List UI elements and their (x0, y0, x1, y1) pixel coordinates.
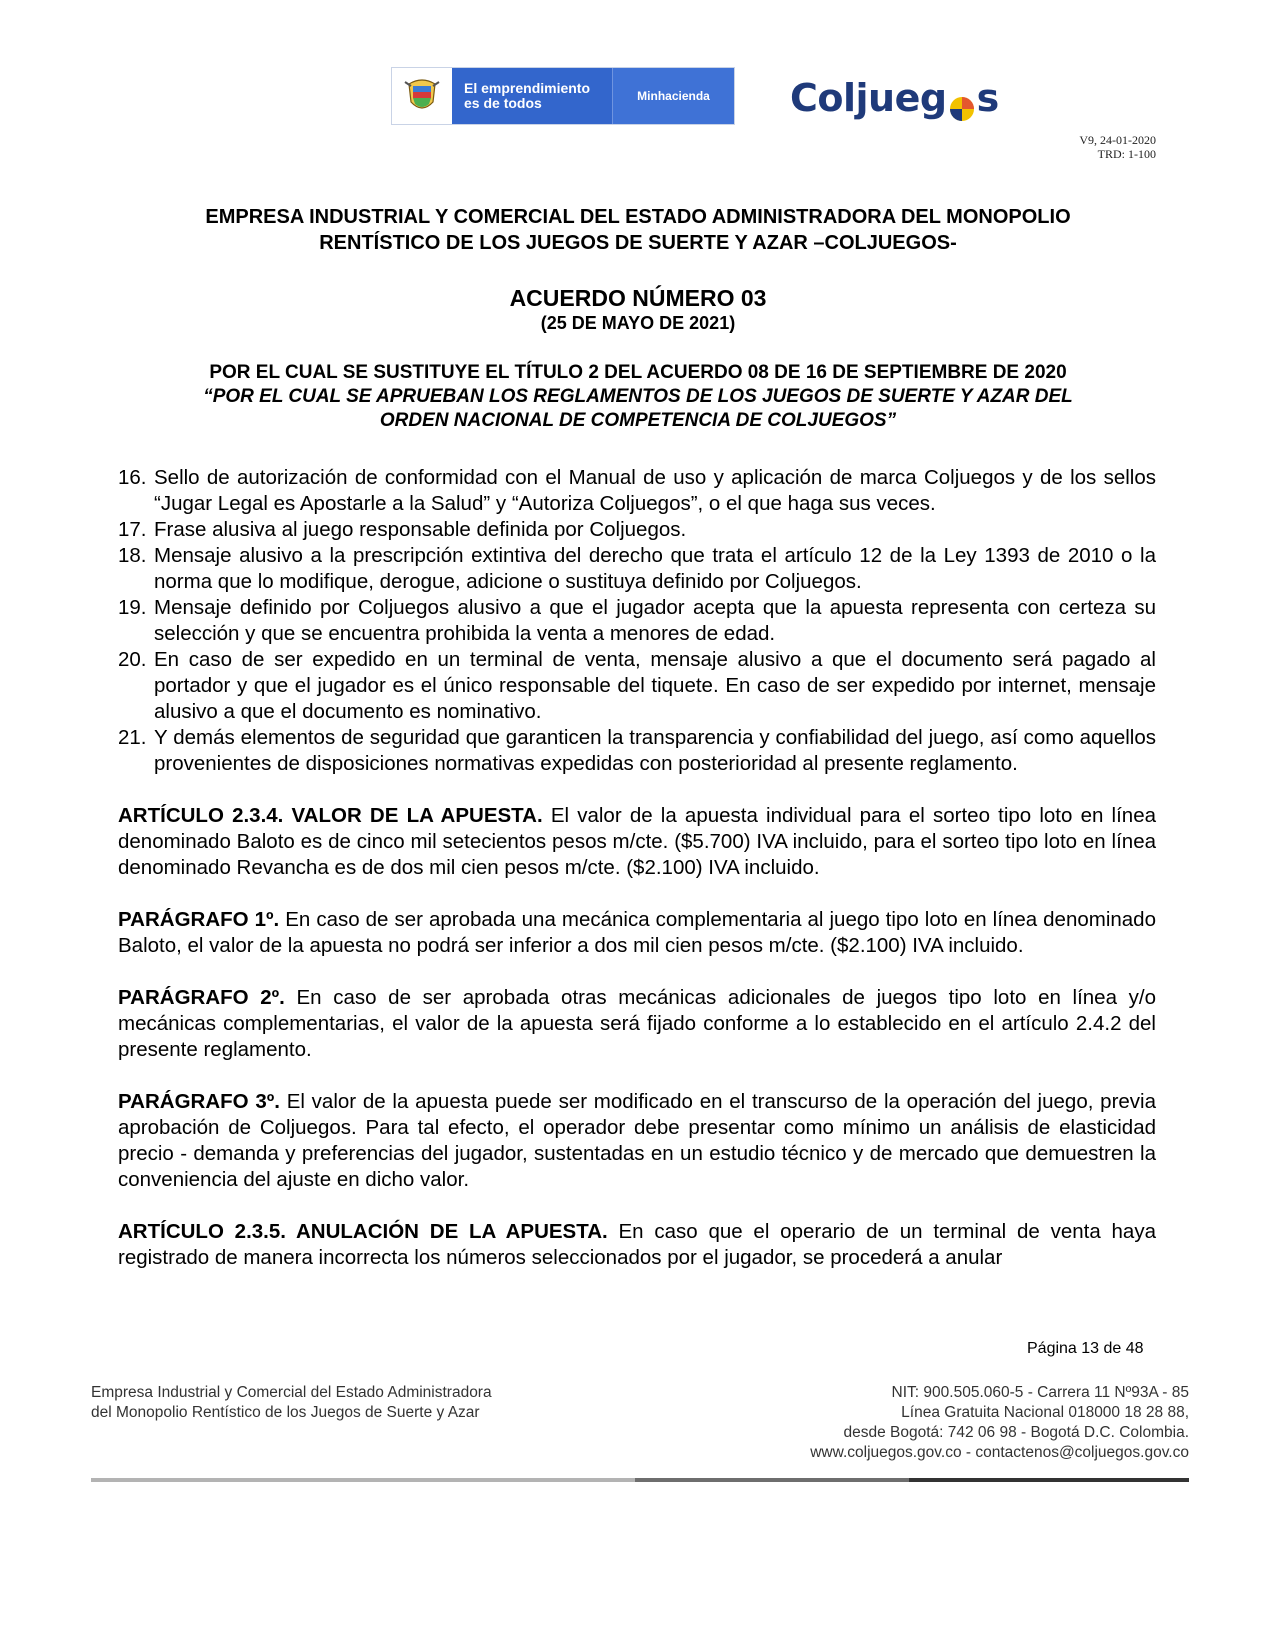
list-item-number: 20. (118, 648, 147, 671)
entity-title (100, 204, 1176, 256)
list-item-text: Mensaje alusivo a la prescripción extintiva del derecho que trata el artículo 12 de la Ley 1393 de 2010 o la norma que lo modifique, derogue, adicione o sustituya definido por Coljuegos. (154, 544, 1156, 593)
coljuegos-ball-icon (948, 88, 976, 116)
list-item (118, 725, 1156, 777)
list-item-text: En caso de ser expedido en un terminal de venta, mensaje alusivo a que el documento será pagado al portador y que el jugador es el único responsable del tiquete. En caso de ser expedido por internet, mensaje alusivo a que el documento es nominativo. (154, 648, 1156, 723)
aprueban-line2: ORDEN NACIONAL DE COMPETENCIA DE COLJUEGOS” (379, 410, 897, 431)
articulo-2-3-4 (118, 803, 1156, 881)
paragraph-heading: PARÁGRAFO 1º. (118, 908, 280, 931)
list-item-number: 19. (118, 596, 147, 619)
entity-title-line2: RENTÍSTICO DE LOS JUEGOS DE SUERTE Y AZAR –COLJUEGOS- (319, 232, 957, 254)
list-item-number: 16. (118, 466, 147, 489)
escudo-colombia-icon (392, 68, 452, 124)
list-item (118, 595, 1156, 647)
paragraph-text: El valor de la apuesta puede ser modificado en el transcurso de la operación del juego, previa aprobación de Coljuegos. Para tal efecto, el operador debe presentar como mínimo un análisis de elasticidad precio - demanda y preferencias del jugador, sustentadas en un estudio técnico y de mercado que demuestren la conveniencia del ajuste en dicho valor. (118, 1090, 1156, 1191)
version-info (1079, 133, 1156, 161)
footer-entity (91, 1383, 492, 1423)
footer-nit: NIT: 900.505.060-5 - Carrera 11 Nº93A - 85 (891, 1384, 1189, 1401)
gobierno-lema (452, 68, 612, 124)
acuerdo-title: ACUERDO NÚMERO 03 (509, 285, 767, 311)
paragrafo-3 (118, 1089, 1156, 1193)
list-item-number: 17. (118, 518, 147, 541)
list-item (118, 543, 1156, 595)
paragrafo-2 (118, 985, 1156, 1063)
list-item (118, 647, 1156, 725)
paragraph-heading: PARÁGRAFO 2º. (118, 986, 285, 1009)
footer-entity-line2: del Monopolio Rentístico de los Juegos de Suerte y Azar (91, 1404, 480, 1421)
page-number: Página 13 de 48 (1027, 1340, 1144, 1357)
list-item-text: Sello de autorización de conformidad con el Manual de uso y aplicación de marca Coljuegos y de los sellos “Jugar Legal es Apostarle a la Salud” y “Autoriza Coljuegos”, o el que haga sus veces. (154, 466, 1156, 515)
document-body (118, 465, 1156, 1271)
gobierno-logo (391, 67, 735, 125)
footer-web-email[interactable]: www.coljuegos.gov.co - contactenos@coljuegos.gov.co (810, 1444, 1189, 1461)
articulo-2-3-5 (118, 1219, 1156, 1271)
list-item-text: Y demás elementos de seguridad que garanticen la transparencia y confiabilidad del juego, así como aquellos provenientes de disposiciones normativas expedidas con posterioridad al presente reglamento. (154, 726, 1156, 775)
list-item (118, 465, 1156, 517)
version-label: V9, 24-01-2020 (1079, 133, 1156, 147)
coljuegos-logo-text-end: s (976, 76, 999, 120)
paragraph-text: En caso de ser aprobada una mecánica complementaria al juego tipo loto en línea denominado Baloto, el valor de la apuesta no podrá ser inferior a dos mil cien pesos m/cte. ($2.100) IVA incluido. (118, 908, 1156, 957)
paragraph-text: En caso que el operario de un terminal de venta haya registrado de manera incorrecta los números seleccionados por el jugador, se procederá a anular (118, 1220, 1156, 1269)
footer-divider-light (91, 1478, 635, 1482)
lema-line2: es de todos (464, 95, 542, 111)
sustituye-line: POR EL CUAL SE SUSTITUYE EL TÍTULO 2 DEL ACUERDO 08 DE 16 DE SEPTIEMBRE DE 2020 (209, 362, 1067, 383)
footer-divider (91, 1478, 1189, 1482)
aprueban-line1: “POR EL CUAL SE APRUEBAN LOS REGLAMENTOS DE LOS JUEGOS DE SUERTE Y AZAR DEL (203, 386, 1073, 407)
list-item (118, 517, 1156, 543)
list-item-text: Mensaje definido por Coljuegos alusivo a que el jugador acepta que la apuesta representa con certeza su selección y que se encuentra prohibida la venta a menores de edad. (154, 596, 1156, 645)
paragraph-text: En caso de ser aprobada otras mecánicas adicionales de juegos tipo loto en línea y/o mecánicas complementarias, el valor de la apuesta será fijado conforme a lo establecido en el artículo 2.4.2 del presente reglamento. (118, 986, 1156, 1061)
coljuegos-logo (790, 73, 999, 123)
paragraph-heading: ARTÍCULO 2.3.5. ANULACIÓN DE LA APUESTA. (118, 1220, 608, 1243)
footer-linea-gratuita: Línea Gratuita Nacional 018000 18 28 88, (901, 1404, 1189, 1421)
acuerdo-date: (25 DE MAYO DE 2021) (540, 313, 736, 333)
footer-entity-line1: Empresa Industrial y Comercial del Estado Administradora (91, 1384, 492, 1401)
trd-label: TRD: 1-100 (1097, 147, 1156, 161)
footer-divider-mid (635, 1478, 909, 1482)
footer-bogota-phone: desde Bogotá: 742 06 98 - Bogotá D.C. Colombia. (843, 1424, 1189, 1441)
entity-title-line1: EMPRESA INDUSTRIAL Y COMERCIAL DEL ESTADO ADMINISTRADORA DEL MONOPOLIO (205, 206, 1071, 228)
paragraph-heading: PARÁGRAFO 3º. (118, 1090, 280, 1113)
list-item-number: 21. (118, 726, 147, 749)
paragrafo-1 (118, 907, 1156, 959)
list-item-text: Frase alusiva al juego responsable definida por Coljuegos. (154, 518, 687, 541)
list-item-number: 18. (118, 544, 147, 567)
minhacienda-label: Minhacienda (612, 68, 734, 124)
coljuegos-logo-text: Coljueg (790, 76, 947, 120)
requirements-list (118, 465, 1156, 777)
paragraph-text: El valor de la apuesta individual para el sorteo tipo loto en línea denominado Baloto es de cinco mil setecientos pesos m/cte. ($5.700) IVA incluido, para el sorteo tipo loto en línea denominado Revancha es de dos mil cien pesos m/cte. ($2.100) IVA incluido. (118, 804, 1156, 879)
footer-divider-dark (909, 1478, 1189, 1482)
acuerdo-subject (100, 361, 1176, 433)
footer-contact (810, 1383, 1189, 1463)
paragraph-heading: ARTÍCULO 2.3.4. VALOR DE LA APUESTA. (118, 804, 543, 827)
lema-line1: El emprendimiento (464, 80, 591, 96)
